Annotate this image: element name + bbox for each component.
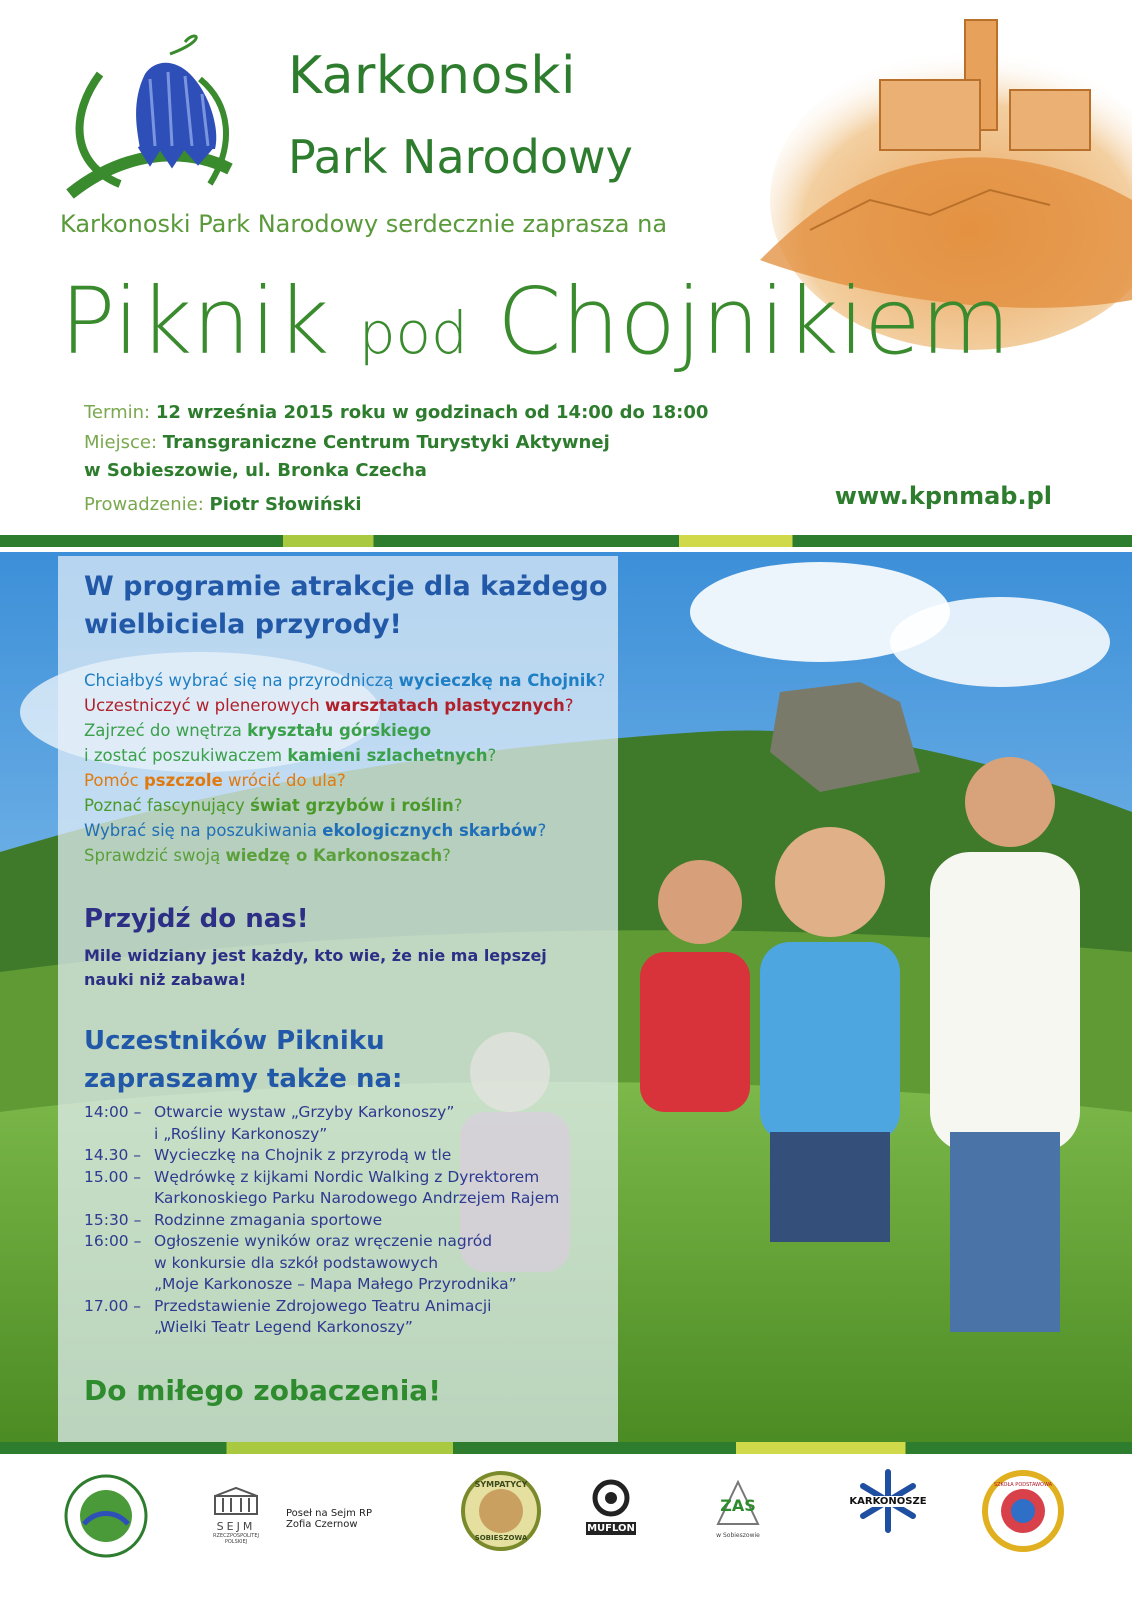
schedule-text: Wędrówkę z kijkami Nordic Walking z Dyrektorem [154, 1167, 540, 1186]
termin-label: Termin: [84, 402, 151, 423]
sejm-logo [206, 1486, 266, 1545]
schedule-row [84, 1124, 559, 1146]
schedule-row [84, 1231, 559, 1253]
question-item [84, 818, 605, 843]
invitation-line: Karkonoski Park Narodowy serdecznie zaprasza na [60, 210, 668, 238]
schedule-text: „Moje Karkonosze – Mapa Małego Przyrodnika” [154, 1275, 517, 1293]
sejm-subtext: RZECZPOSPOLITEJ POLSKIEJ [213, 1533, 259, 1545]
schedule-text: Ogłoszenie wyników oraz wręczenie nagród [154, 1232, 493, 1250]
szkola-logo [982, 1470, 1064, 1552]
title-word-2: pod [358, 299, 468, 367]
schedule-list [84, 1102, 559, 1339]
closing-text: Do miłego zobaczenia! [84, 1374, 441, 1407]
come-text [84, 944, 604, 992]
schedule-row [84, 1145, 559, 1167]
question-highlight: kryształu górskiego [247, 721, 432, 740]
question-text: i zostać poszukiwaczem [84, 746, 288, 765]
schedule-text: w konkursie dla szkół podstawowych [154, 1253, 439, 1272]
sejm-text: SEJM [216, 1520, 256, 1533]
question-end: ? [453, 796, 463, 815]
miejsce-value-2: w Sobieszowie, ul. Bronka Czecha [84, 460, 427, 481]
schedule-time: 15.00 – [84, 1167, 142, 1186]
schedule-time: 14.30 – [84, 1146, 142, 1164]
come-text-line2: nauki niż zabawa! [84, 970, 247, 989]
title-word-1: Piknik [60, 268, 330, 375]
sympatycy-text: SYMPATYCY [474, 1480, 528, 1489]
schedule-row [84, 1317, 559, 1339]
info-miejsce-2 [84, 460, 427, 481]
sobieszowa-text: SOBIESZOWA [474, 1534, 528, 1542]
question-text: Zajrzeć do wnętrza [84, 721, 248, 740]
question-text: Pomóc [84, 771, 144, 790]
schedule-time: 14:00 – [84, 1103, 142, 1121]
schedule-row [84, 1167, 559, 1189]
schedule-row [84, 1296, 559, 1318]
schedule-row [84, 1102, 559, 1124]
question-text: Chciałbyś wybrać się na przyrodniczą [84, 671, 399, 690]
program-heading-line1: W programie atrakcje dla każdego [84, 571, 608, 602]
question-highlight: świat grzybów i roślin [250, 796, 454, 815]
question-highlight: ekologicznych skarbów [322, 821, 538, 840]
karkonosze-logo [848, 1466, 928, 1540]
question-item [84, 843, 605, 868]
schedule-time [84, 1317, 154, 1339]
top-stripe [0, 535, 1132, 547]
schedule-row [84, 1188, 559, 1210]
come-text-line1: Mile widziany jest każdy, kto wie, że nie ma lepszej [84, 946, 547, 965]
schedule-text: Wycieczkę na Chojnik z przyrodą w tle [154, 1146, 452, 1164]
schedule-time [84, 1124, 154, 1146]
schedule-row [84, 1274, 559, 1296]
question-end: ? [442, 846, 451, 865]
mdk-text: MUFLON [587, 1523, 635, 1534]
schedule-time: 16:00 – [84, 1232, 142, 1250]
question-highlight: warsztatach plastycznych [325, 696, 565, 715]
posel-line1: Poseł na Sejm RP [286, 1508, 372, 1519]
zas-logo [708, 1478, 768, 1539]
info-prowadzenie [84, 494, 362, 515]
question-text: Poznać fascynujący [84, 796, 251, 815]
schedule-time: 17.00 – [84, 1296, 142, 1315]
website-link[interactable]: www.kpnmab.pl [834, 482, 1052, 510]
szkola-text: SZKOŁA PODSTAWOWA [993, 1482, 1053, 1488]
question-text: Sprawdzić swoją [84, 846, 226, 865]
question-end: ? [596, 671, 606, 690]
info-termin [84, 402, 708, 423]
title-word-3: Chojnikiem [497, 268, 1011, 375]
kpn-logo [60, 34, 260, 204]
question-text: Uczestniczyć w plenerowych [84, 696, 325, 715]
question-end: ? [487, 746, 497, 765]
prowadzenie-value: Piotr Słowiński [209, 494, 362, 515]
question-end: ? [564, 696, 574, 715]
schedule-time: 15:30 – [84, 1210, 142, 1229]
schedule-text: Otwarcie wystaw „Grzyby Karkonoszy” [154, 1103, 455, 1121]
invite-heading [84, 1022, 402, 1098]
schedule-text: Rodzinne zmagania sportowe [154, 1210, 383, 1229]
event-title [60, 268, 1010, 375]
miejsce-value: Transgraniczne Centrum Turystyki Aktywnej [162, 432, 610, 453]
info-miejsce [84, 432, 610, 453]
question-item [84, 768, 605, 793]
program-questions [84, 668, 605, 868]
question-item [84, 718, 605, 743]
question-item [84, 743, 605, 768]
karkonosze-text: KARKONOSZE [849, 1496, 927, 1507]
question-item [84, 668, 605, 693]
program-heading [84, 568, 608, 644]
brand-name-line2: Park Narodowy [288, 130, 633, 184]
question-highlight: wiedzę o Karkonoszach [225, 846, 443, 865]
zas-text: ZAS [720, 1496, 756, 1515]
mdk-logo [586, 1478, 636, 1535]
schedule-text: i „Rośliny Karkonoszy” [154, 1124, 328, 1143]
kpn-badge-logo [64, 1474, 148, 1562]
schedule-text: „Wielki Teatr Legend Karkonoszy” [154, 1318, 413, 1336]
schedule-time [84, 1188, 154, 1210]
question-highlight: wycieczkę na Chojnik [398, 671, 597, 690]
invite-heading-line2: zapraszamy także na: [84, 1064, 403, 1094]
termin-value: 12 września 2015 roku w godzinach od 14:00 do 18:00 [155, 402, 709, 423]
schedule-time [84, 1253, 154, 1275]
schedule-text: Karkonoskiego Parku Narodowego Andrzejem Rajem [154, 1189, 560, 1207]
prowadzenie-label: Prowadzenie: [84, 494, 204, 515]
posel-line2: Zofia Czernow [286, 1519, 358, 1530]
bottom-stripe [0, 1442, 1132, 1454]
zas-subtext: w Sobieszowie [716, 1532, 760, 1539]
sympatycy-logo [460, 1470, 542, 1552]
question-item [84, 693, 605, 718]
schedule-text: Przedstawienie Zdrojowego Teatru Animacji [154, 1296, 492, 1315]
program-heading-line2: wielbiciela przyrody! [84, 609, 402, 640]
invite-heading-line1: Uczestników Pikniku [84, 1026, 385, 1056]
schedule-row [84, 1210, 559, 1232]
schedule-row [84, 1253, 559, 1275]
brand-name-line1: Karkonoski [288, 46, 576, 106]
question-highlight: kamieni szlachetnych [287, 746, 488, 765]
miejsce-label: Miejsce: [84, 432, 158, 453]
question-text: Wybrać się na poszukiwania [84, 821, 323, 840]
come-heading: Przyjdź do nas! [84, 904, 309, 934]
kpn-badge-text [64, 1474, 148, 1475]
question-end: wrócić do ula? [222, 771, 346, 790]
schedule-time [84, 1274, 154, 1296]
question-highlight: pszczole [143, 771, 223, 790]
posel-text [286, 1508, 372, 1530]
question-end: ? [537, 821, 547, 840]
question-item [84, 793, 605, 818]
